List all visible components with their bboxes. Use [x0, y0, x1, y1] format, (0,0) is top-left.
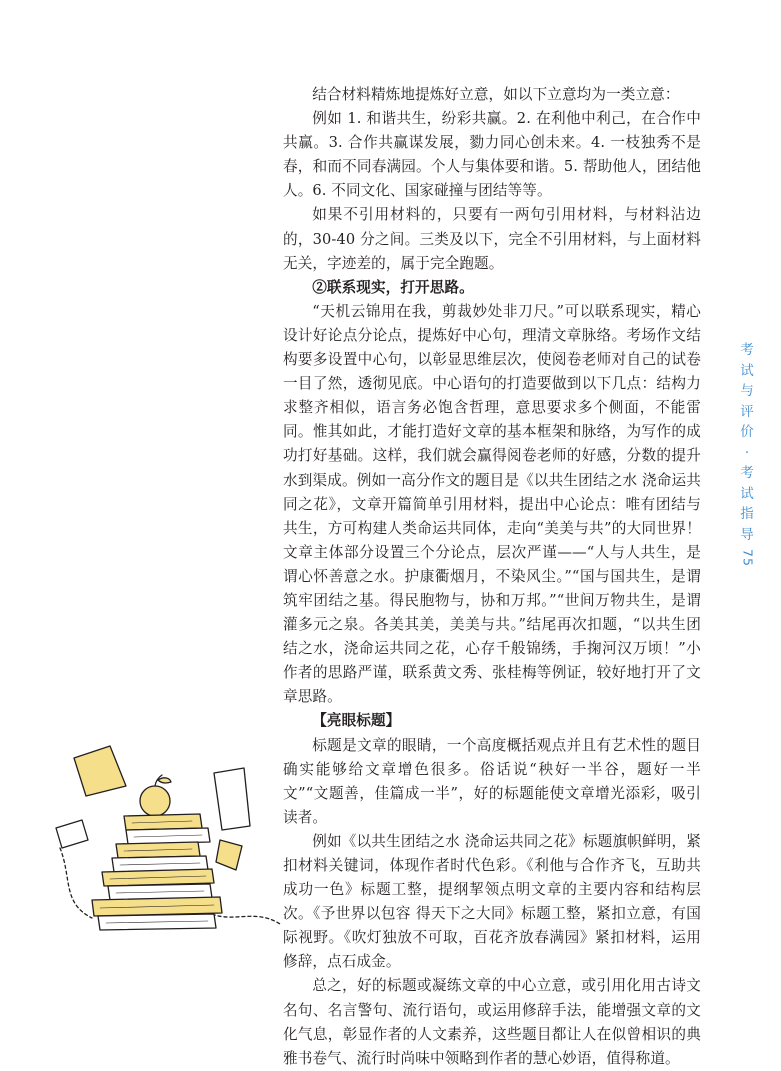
section-heading-eye-catching-title: 【亮眼标题】 [312, 712, 401, 730]
side-label-char: 评 [740, 403, 754, 420]
paragraph-intro: 结合材料精炼地提炼好立意，如以下立意均为一类立意： [312, 86, 680, 103]
side-label-char: 试 [740, 362, 754, 379]
side-label-char: · [744, 444, 750, 461]
side-label-char: 试 [740, 485, 754, 502]
paragraph-connect-reality: “天机云锦用在我，剪裁妙处非刀尺。”可以联系现实，精心设计好论点分论点，提炼好中心句，理清文章脉络。考场作文结构要多设置中心句，以彰显思维层次，使阅卷老师对自己的试卷一目了然，透彻见底。中心语句的打造要做到以下几点：结构力求整齐相似，语言务必饱含哲理，意思要求多个侧面，不能雷同。惟其如此，才能打造好文章的基本框架和脉络，为写作的成功打好基础。这样，我们就会赢得阅卷老师的好感，分数的提升水到渠成。例如一高分作文的题目是《以共生团结之水 浇命运共同之花》，文章开篇简单引用材料，提出中心论点：唯有团结与共生，方可构建人类命运共同体，走向“美美与共”的大同世界！文章主体部分设置三个分论点，层次严谨——“人与人共生，是谓心怀善意之水。护康衢烟月，不染风尘。”“国与国共生，是谓筑牢团结之基。得民胞物与，协和万邦。”“世间万物共生，是谓灌多元之泉。各美其美，美美与共。”结尾再次扣题，“以共生团结之水，浇命运共同之花，心存千般锦绣，手掬河汉万顷！”小作者的思路严谨，联系黄文秀、张桂梅等例证，较好地打开了文章思路。 [283, 302, 701, 706]
side-label-char: 导 [740, 526, 754, 543]
book-stack-illustration [52, 728, 282, 943]
section-side-label [737, 340, 757, 567]
side-label-char: 价 [740, 424, 754, 440]
paragraph-scoring: 如果不引用材料的，只要有一两句引用材料，与材料沾边的，30-40 分之间。三类及以下，完全不引用材料，与上面材料无关，字迹差的，属于完全跑题。 [283, 206, 701, 272]
page-number: 75 [740, 549, 756, 567]
paragraph-summary: 总之，好的标题或凝练文章的中心立意，或引用化用古诗文名句、名言警句、流行语句，或运用修辞手法，能增强文章的文化气息，彰显作者的人文素养，这些题目都让人在似曾相识的典雅书卷气、流行时尚味中领略到作者的慧心妙语，值得称道。 [283, 977, 701, 1067]
paragraph-title-examples: 例如《以共生团结之水 浇命运共同之花》标题旗帜鲜明，紧扣材料关键词，体现作者时代色彩。《利他与合作齐飞，互助共成功一色》标题工整，提纲挈领点明文章的主要内容和结构层次。《予世界以包容 得天下之大同》标题工整，紧扣立意，有国际视野。《吹灯独放不可取，百花齐放春满园》紧扣材料，运用修辞，点石成金。 [283, 832, 701, 971]
side-label-char: 与 [740, 383, 754, 399]
side-label-char: 考 [740, 342, 754, 358]
paragraph-title-importance: 标题是文章的眼睛，一个高度概括观点并且有艺术性的题目确实能够给文章增色很多。俗话说“秧好一半谷，题好一半文”“文题善，佳篇成一半”，好的标题能使文章增光添彩，吸引读者。 [283, 736, 701, 826]
side-label-char: 考 [740, 465, 754, 481]
paragraph-examples: 例如 1. 和谐共生，纷彩共赢。2. 在利他中利己，在合作中共赢。3. 合作共赢谋发展，勠力同心创未来。4. 一枝独秀不是春，和而不同春满园。个人与集体要和谐。5. 帮助他人，团结他人。6. 不同文化、国家碰撞与团结等等。 [283, 110, 701, 200]
article-body [283, 83, 701, 1071]
side-label-char: 指 [740, 506, 754, 522]
section-heading-connect-reality: ②联系现实，打开思路。 [312, 278, 474, 296]
